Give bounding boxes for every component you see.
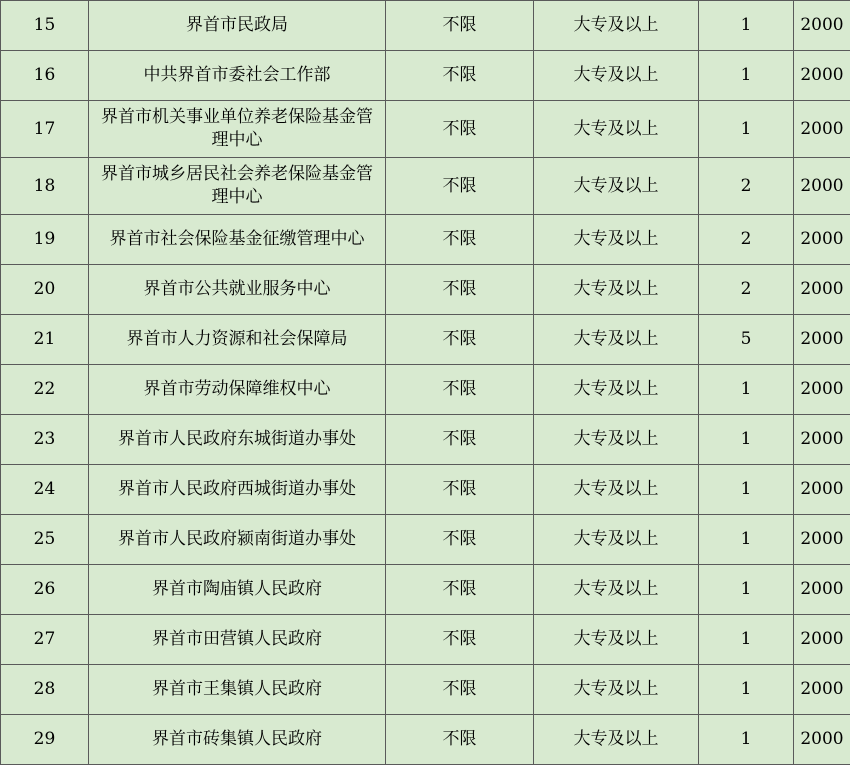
row-unit: 界首市人力资源和社会保障局: [89, 315, 386, 365]
row-education: 大专及以上: [534, 715, 699, 765]
table-row: [1, 215, 850, 265]
row-fee: 2000: [794, 565, 850, 615]
table-row: [1, 265, 850, 315]
row-fee: 2000: [794, 315, 850, 365]
table-row: [1, 565, 850, 615]
row-education: 大专及以上: [534, 515, 699, 565]
row-fee: 2000: [794, 665, 850, 715]
row-unit: 界首市人民政府东城街道办事处: [89, 415, 386, 465]
row-unit: 界首市机关事业单位养老保险基金管理中心: [89, 101, 386, 158]
row-count: 1: [699, 665, 794, 715]
table-row: [1, 101, 850, 158]
row-index: 16: [1, 51, 89, 101]
row-major: 不限: [386, 315, 534, 365]
row-unit: 中共界首市委社会工作部: [89, 51, 386, 101]
row-major: 不限: [386, 265, 534, 315]
row-index: 21: [1, 315, 89, 365]
row-unit: 界首市人民政府西城街道办事处: [89, 465, 386, 515]
table-row: [1, 365, 850, 415]
row-fee: 2000: [794, 158, 850, 215]
row-index: 29: [1, 715, 89, 765]
row-count: 1: [699, 465, 794, 515]
row-index: 25: [1, 515, 89, 565]
row-major: 不限: [386, 101, 534, 158]
table-row: [1, 1, 850, 51]
row-major: 不限: [386, 1, 534, 51]
table-row: [1, 315, 850, 365]
table-row: [1, 415, 850, 465]
row-count: 1: [699, 365, 794, 415]
table-row: [1, 615, 850, 665]
row-major: 不限: [386, 415, 534, 465]
row-major: 不限: [386, 665, 534, 715]
row-education: 大专及以上: [534, 665, 699, 715]
row-education: 大专及以上: [534, 615, 699, 665]
row-index: 26: [1, 565, 89, 615]
row-index: 24: [1, 465, 89, 515]
row-major: 不限: [386, 465, 534, 515]
row-fee: 2000: [794, 615, 850, 665]
row-index: 22: [1, 365, 89, 415]
row-major: 不限: [386, 215, 534, 265]
row-education: 大专及以上: [534, 265, 699, 315]
row-index: 20: [1, 265, 89, 315]
row-count: 2: [699, 265, 794, 315]
row-major: 不限: [386, 51, 534, 101]
row-count: 1: [699, 715, 794, 765]
table-row: [1, 158, 850, 215]
row-index: 15: [1, 1, 89, 51]
row-count: 1: [699, 615, 794, 665]
row-fee: 2000: [794, 715, 850, 765]
row-major: 不限: [386, 158, 534, 215]
row-fee: 2000: [794, 265, 850, 315]
row-count: 1: [699, 415, 794, 465]
row-count: 2: [699, 158, 794, 215]
row-fee: 2000: [794, 51, 850, 101]
row-education: 大专及以上: [534, 101, 699, 158]
row-education: 大专及以上: [534, 415, 699, 465]
table-body: [1, 1, 850, 765]
row-fee: 2000: [794, 1, 850, 51]
row-education: 大专及以上: [534, 465, 699, 515]
table-row: [1, 665, 850, 715]
row-count: 1: [699, 515, 794, 565]
table-row: [1, 515, 850, 565]
row-count: 1: [699, 101, 794, 158]
row-count: 1: [699, 51, 794, 101]
row-education: 大专及以上: [534, 565, 699, 615]
row-index: 23: [1, 415, 89, 465]
row-index: 27: [1, 615, 89, 665]
row-count: 5: [699, 315, 794, 365]
row-index: 17: [1, 101, 89, 158]
table-row: [1, 51, 850, 101]
row-unit: 界首市王集镇人民政府: [89, 665, 386, 715]
row-education: 大专及以上: [534, 51, 699, 101]
row-unit: 界首市人民政府颍南街道办事处: [89, 515, 386, 565]
row-major: 不限: [386, 565, 534, 615]
row-unit: 界首市民政局: [89, 1, 386, 51]
row-education: 大专及以上: [534, 158, 699, 215]
row-major: 不限: [386, 615, 534, 665]
row-fee: 2000: [794, 101, 850, 158]
row-index: 19: [1, 215, 89, 265]
row-index: 18: [1, 158, 89, 215]
row-education: 大专及以上: [534, 315, 699, 365]
row-fee: 2000: [794, 465, 850, 515]
row-fee: 2000: [794, 415, 850, 465]
row-unit: 界首市劳动保障维权中心: [89, 365, 386, 415]
row-index: 28: [1, 665, 89, 715]
table-row: [1, 465, 850, 515]
row-education: 大专及以上: [534, 1, 699, 51]
row-unit: 界首市公共就业服务中心: [89, 265, 386, 315]
row-count: 1: [699, 565, 794, 615]
row-major: 不限: [386, 515, 534, 565]
row-education: 大专及以上: [534, 215, 699, 265]
row-count: 2: [699, 215, 794, 265]
row-major: 不限: [386, 715, 534, 765]
row-education: 大专及以上: [534, 365, 699, 415]
row-unit: 界首市田营镇人民政府: [89, 615, 386, 665]
row-fee: 2000: [794, 515, 850, 565]
row-unit: 界首市社会保险基金征缴管理中心: [89, 215, 386, 265]
row-unit: 界首市砖集镇人民政府: [89, 715, 386, 765]
table-row: [1, 715, 850, 765]
row-fee: 2000: [794, 365, 850, 415]
row-major: 不限: [386, 365, 534, 415]
row-count: 1: [699, 1, 794, 51]
row-unit: 界首市陶庙镇人民政府: [89, 565, 386, 615]
row-fee: 2000: [794, 215, 850, 265]
row-unit: 界首市城乡居民社会养老保险基金管理中心: [89, 158, 386, 215]
